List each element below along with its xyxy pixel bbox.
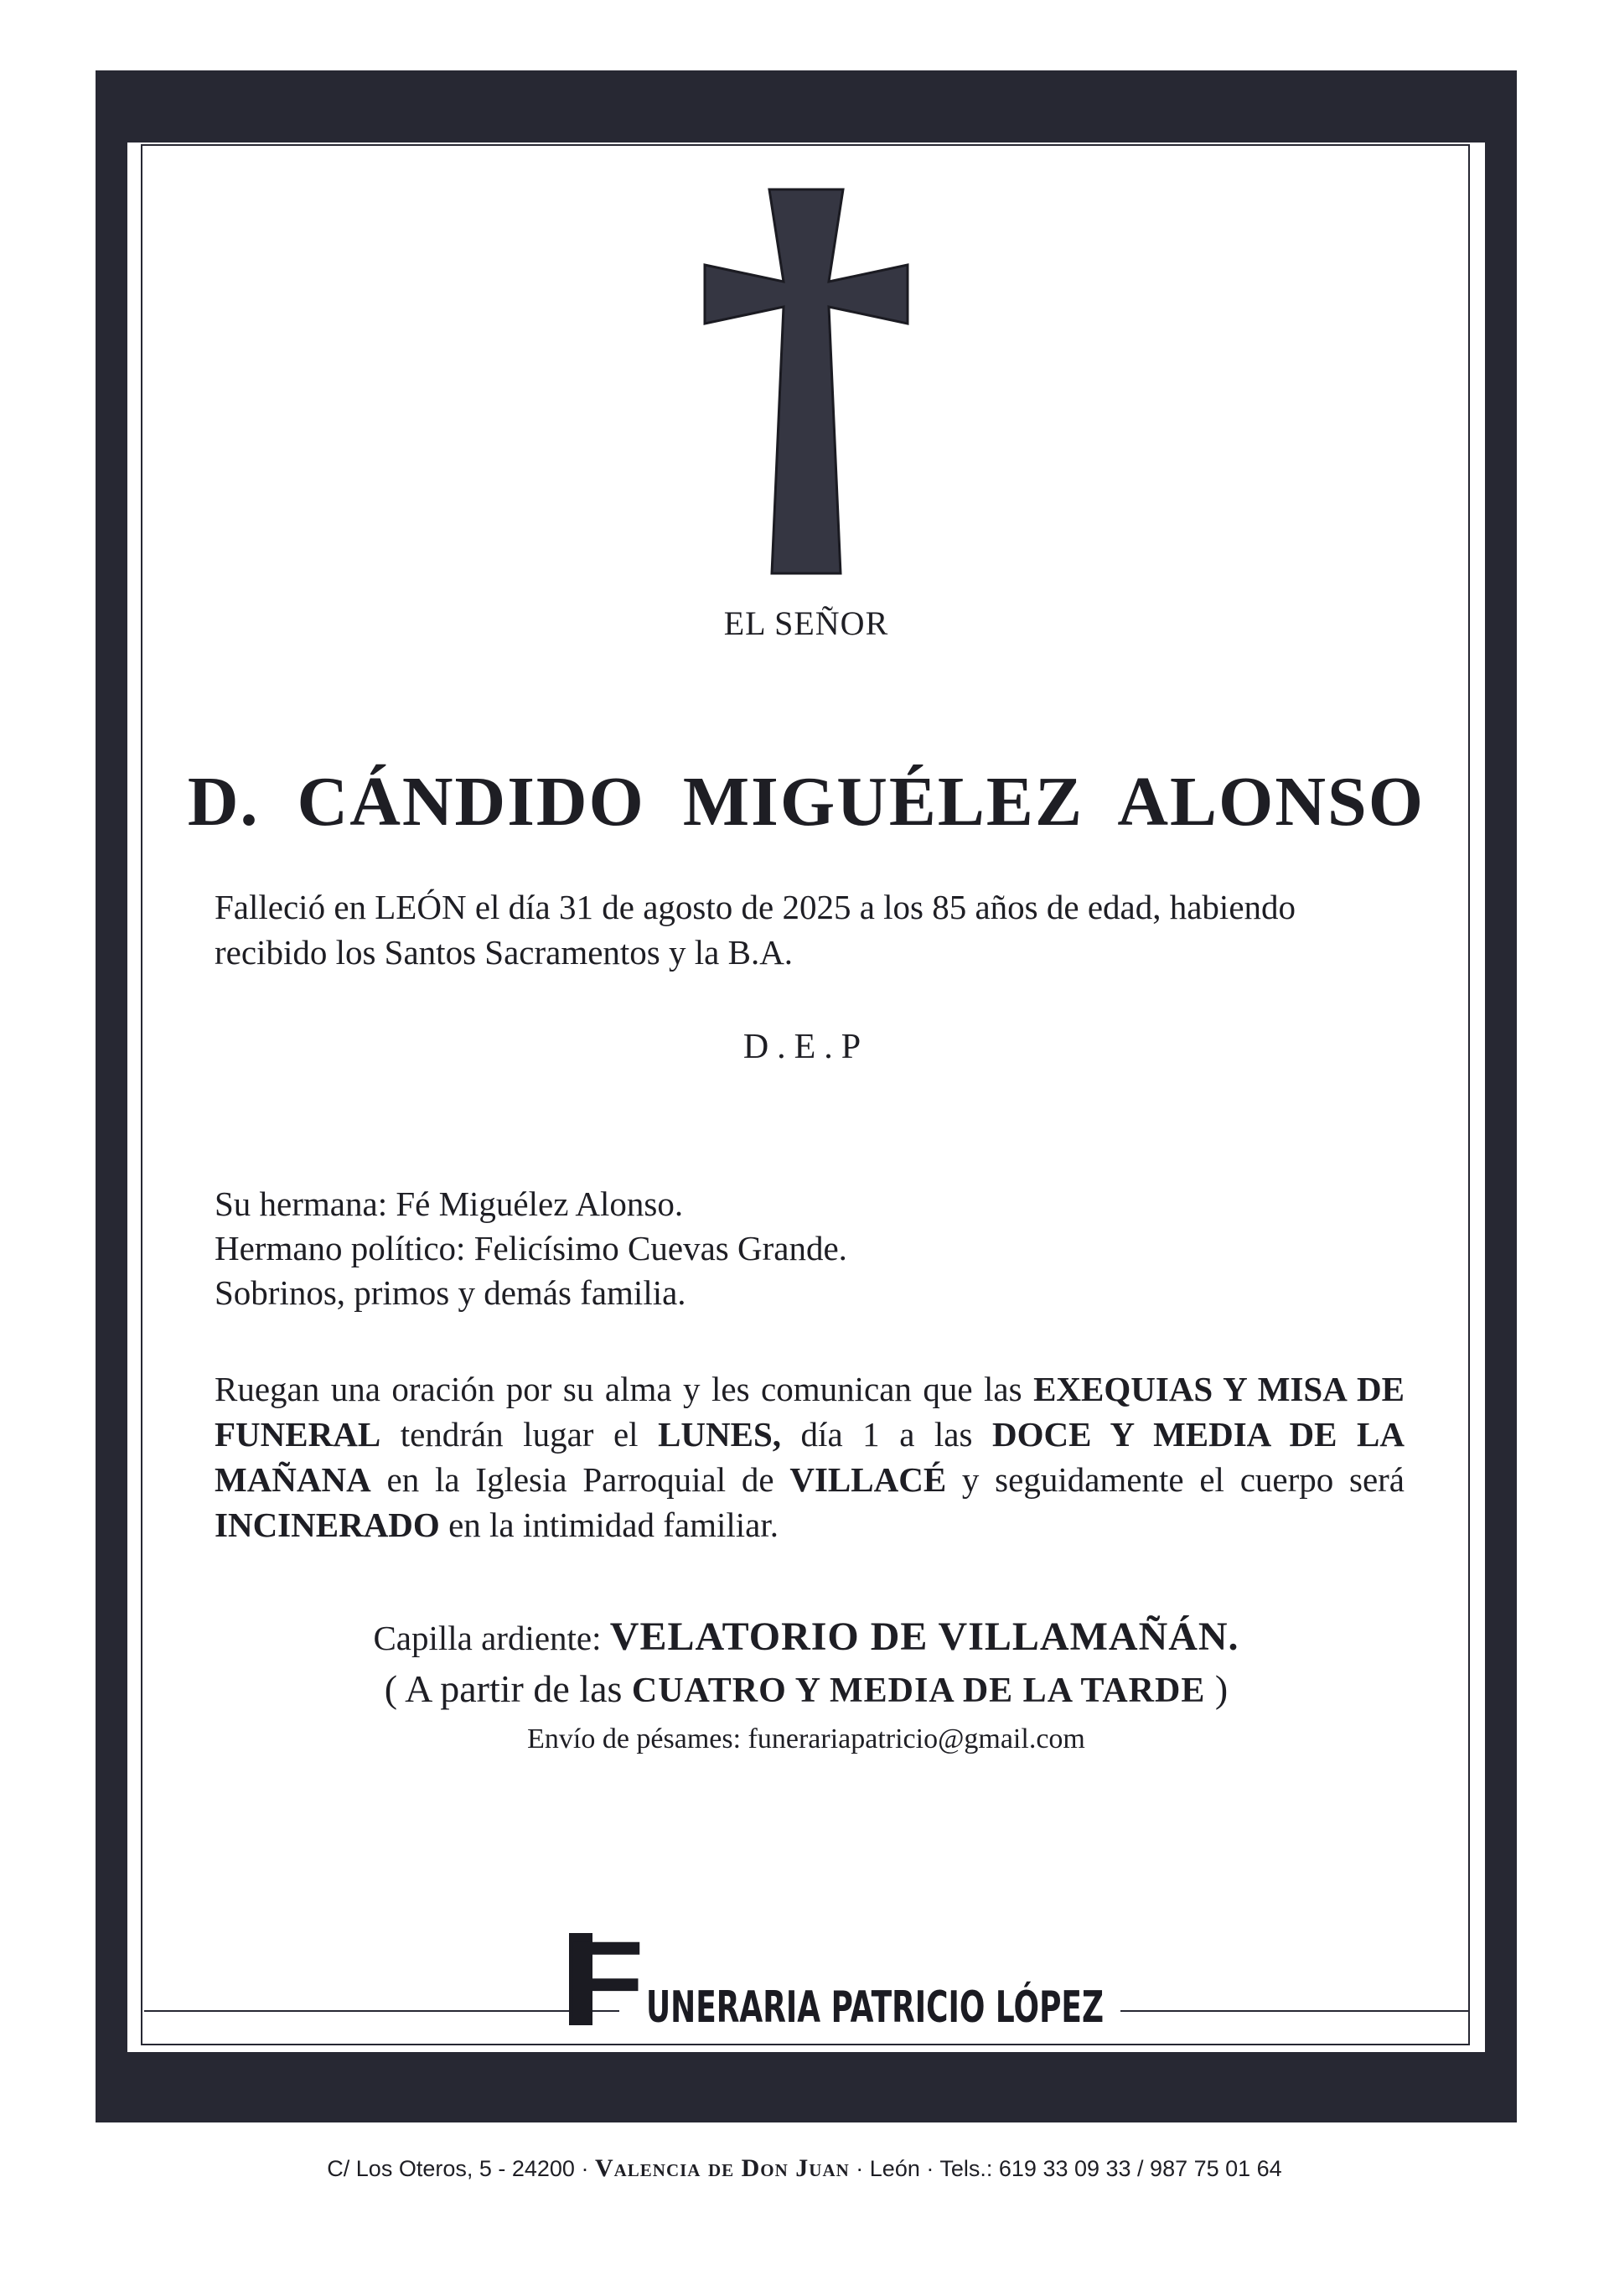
- wake-location: [127, 1614, 1485, 1660]
- service-bold-day: LUNES,: [658, 1415, 782, 1454]
- wake-time-value: CUATRO Y MEDIA DE LA TARDE: [631, 1671, 1206, 1710]
- logo-big-letter: F: [564, 1919, 644, 2044]
- condolence-email: Envío de pésames: funerariapatricio@gmail.com: [527, 1723, 1085, 1754]
- family-line-brother-in-law: Hermano político: Felicísimo Cuevas Grande.: [215, 1229, 847, 1267]
- footer-address: [0, 2154, 1609, 2183]
- wake-label: Capilla ardiente:: [373, 1619, 610, 1657]
- deceased-name: D. CÁNDIDO MIGUÉLEZ ALONSO: [187, 763, 1425, 841]
- service-bold-time: DOCE Y MEDIA DE LA MAÑANA: [215, 1415, 1405, 1499]
- cross-icon: [703, 188, 909, 575]
- death-line-1: Falleció en LEÓN el día 31 de agosto de 2025 a los 85 años de edad, habiendo: [215, 888, 1296, 926]
- dep-text: D.E.P: [742, 1028, 870, 1066]
- family-list: [215, 1182, 1405, 1315]
- service-text-3: día 1 a las: [781, 1415, 992, 1454]
- service-text-2: tendrán lugar el: [380, 1415, 659, 1454]
- death-line-2: recibido los Santos Sacramentos y la B.A.: [215, 933, 794, 972]
- family-line-relatives: Sobrinos, primos y demás familia.: [215, 1273, 686, 1312]
- wake-place: VELATORIO DE VILLAMAÑÁN.: [609, 1614, 1239, 1659]
- footer-town: Valencia de Don Juan: [594, 2154, 850, 2182]
- service-bold-place: VILLACÉ: [789, 1460, 947, 1499]
- family-line-sister: Su hermana: Fé Miguélez Alonso.: [215, 1184, 684, 1223]
- wake-time-prefix: ( A partir de las: [384, 1667, 632, 1710]
- service-text-4: en la Iglesia Parroquial de: [370, 1460, 790, 1499]
- funeral-service-paragraph: [215, 1366, 1405, 1547]
- footer-street: C/ Los Oteros, 5 - 24200 ·: [327, 2156, 595, 2181]
- service-text-6: en la intimidad familiar.: [439, 1506, 779, 1544]
- service-text-5: y seguidamente el cuerpo será: [946, 1460, 1405, 1499]
- logo-rule-left: [144, 2010, 619, 2012]
- logo-text: UNERARIA PATRICIO LÓPEZ: [646, 1982, 1309, 2033]
- wake-time-suffix: ): [1205, 1667, 1229, 1710]
- service-bold-incinerado: INCINERADO: [215, 1506, 440, 1544]
- funeraria-logo: [564, 1919, 1309, 2044]
- service-text-1: Ruegan una oración por su alma y les comunican que las: [215, 1370, 1034, 1408]
- title-prefix: EL SEÑOR: [723, 604, 889, 642]
- obituary-panel: [127, 143, 1485, 2052]
- death-announcement: [215, 884, 1405, 975]
- wake-time: [127, 1666, 1485, 1711]
- service-bold-exequias: EXEQUIAS Y MISA DE FUNERAL: [215, 1370, 1405, 1454]
- footer-region: · León ·: [849, 2156, 940, 2181]
- footer-phones: Tels.: 619 33 09 33 / 987 75 01 64: [939, 2156, 1282, 2181]
